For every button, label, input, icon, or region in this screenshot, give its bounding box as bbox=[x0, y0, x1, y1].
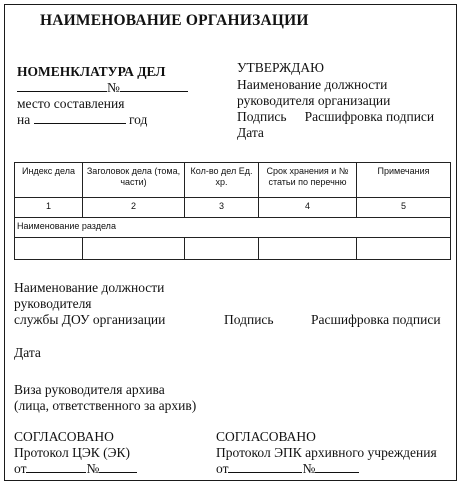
table-cell bbox=[15, 238, 83, 260]
approve-sign-line bbox=[237, 109, 434, 125]
from-label: от bbox=[216, 461, 229, 476]
dou-decode-label: Расшифровка подписи bbox=[311, 312, 441, 327]
dou-signature-label: Подпись bbox=[224, 312, 274, 327]
nomenclature-table bbox=[14, 162, 451, 260]
header-cell-count: Кол-во дел Ед. хр. bbox=[185, 163, 259, 198]
header-cell-retention: Срок хранения и № статьи по перечню bbox=[259, 163, 357, 198]
table-cell bbox=[259, 238, 357, 260]
table-cell bbox=[357, 238, 451, 260]
archive-visa-line1: Виза руководителя архива bbox=[14, 382, 165, 397]
table-header-row bbox=[15, 163, 451, 198]
compilation-place: место составления bbox=[17, 96, 125, 111]
approve-position-line1: Наименование должности bbox=[237, 77, 388, 92]
approve-position-line2: руководителя организации bbox=[237, 93, 391, 108]
date-blank bbox=[17, 80, 107, 92]
from-blank bbox=[26, 461, 86, 473]
table-cell bbox=[185, 238, 259, 260]
number-blank bbox=[315, 461, 359, 473]
table-number-row bbox=[15, 198, 451, 218]
agreed-left-date-line bbox=[14, 461, 137, 477]
archive-visa-line2: (лица, ответственного за архив) bbox=[14, 398, 197, 413]
agreed-right-date-line bbox=[216, 461, 359, 477]
table-row bbox=[15, 238, 451, 260]
column-number: 3 bbox=[185, 198, 259, 218]
year-suffix: год bbox=[128, 112, 148, 127]
date-label: Дата bbox=[14, 345, 41, 360]
approve-decode-label: Расшифровка подписи bbox=[304, 109, 435, 124]
from-label: от bbox=[14, 461, 27, 476]
year-blank bbox=[34, 112, 126, 124]
header-cell-notes: Примечания bbox=[357, 163, 451, 198]
nomenclature-heading: НОМЕНКЛАТУРА ДЕЛ bbox=[17, 64, 166, 79]
number-mark: № bbox=[86, 461, 100, 476]
table-section-row bbox=[15, 218, 451, 238]
number-mark: № bbox=[302, 461, 316, 476]
year-prefix: на bbox=[17, 112, 31, 127]
approve-signature-label: Подпись bbox=[237, 109, 287, 124]
column-number: 5 bbox=[357, 198, 451, 218]
column-number: 4 bbox=[259, 198, 357, 218]
agreed-left-protocol: Протокол ЦЭК (ЭК) bbox=[14, 445, 131, 460]
agreed-right-heading: СОГЛАСОВАНО bbox=[216, 429, 316, 444]
approve-date-label: Дата bbox=[237, 125, 264, 140]
number-blank bbox=[99, 461, 137, 473]
dou-position-line3: службы ДОУ организации bbox=[14, 312, 166, 327]
column-number: 2 bbox=[83, 198, 185, 218]
from-blank bbox=[228, 461, 302, 473]
dou-position-line1: Наименование должности bbox=[14, 280, 165, 295]
table-cell bbox=[83, 238, 185, 260]
dou-position-line2: руководителя bbox=[14, 296, 92, 311]
section-name-cell: Наименование раздела bbox=[15, 218, 451, 238]
agreed-left-heading: СОГЛАСОВАНО bbox=[14, 429, 114, 444]
nomenclature-number-line bbox=[17, 80, 188, 96]
organization-title: НАИМЕНОВАНИЕ ОРГАНИЗАЦИИ bbox=[40, 12, 309, 29]
header-cell-title: Заголовок дела (тома, части) bbox=[83, 163, 185, 198]
approve-heading: УТВЕРЖДАЮ bbox=[237, 60, 325, 75]
agreed-right-protocol: Протокол ЭПК архивного учреждения bbox=[216, 445, 437, 460]
column-number: 1 bbox=[15, 198, 83, 218]
header-cell-index: Индекс дела bbox=[15, 163, 83, 198]
number-blank bbox=[120, 80, 188, 92]
number-mark: № bbox=[107, 80, 120, 95]
year-line bbox=[17, 112, 147, 128]
